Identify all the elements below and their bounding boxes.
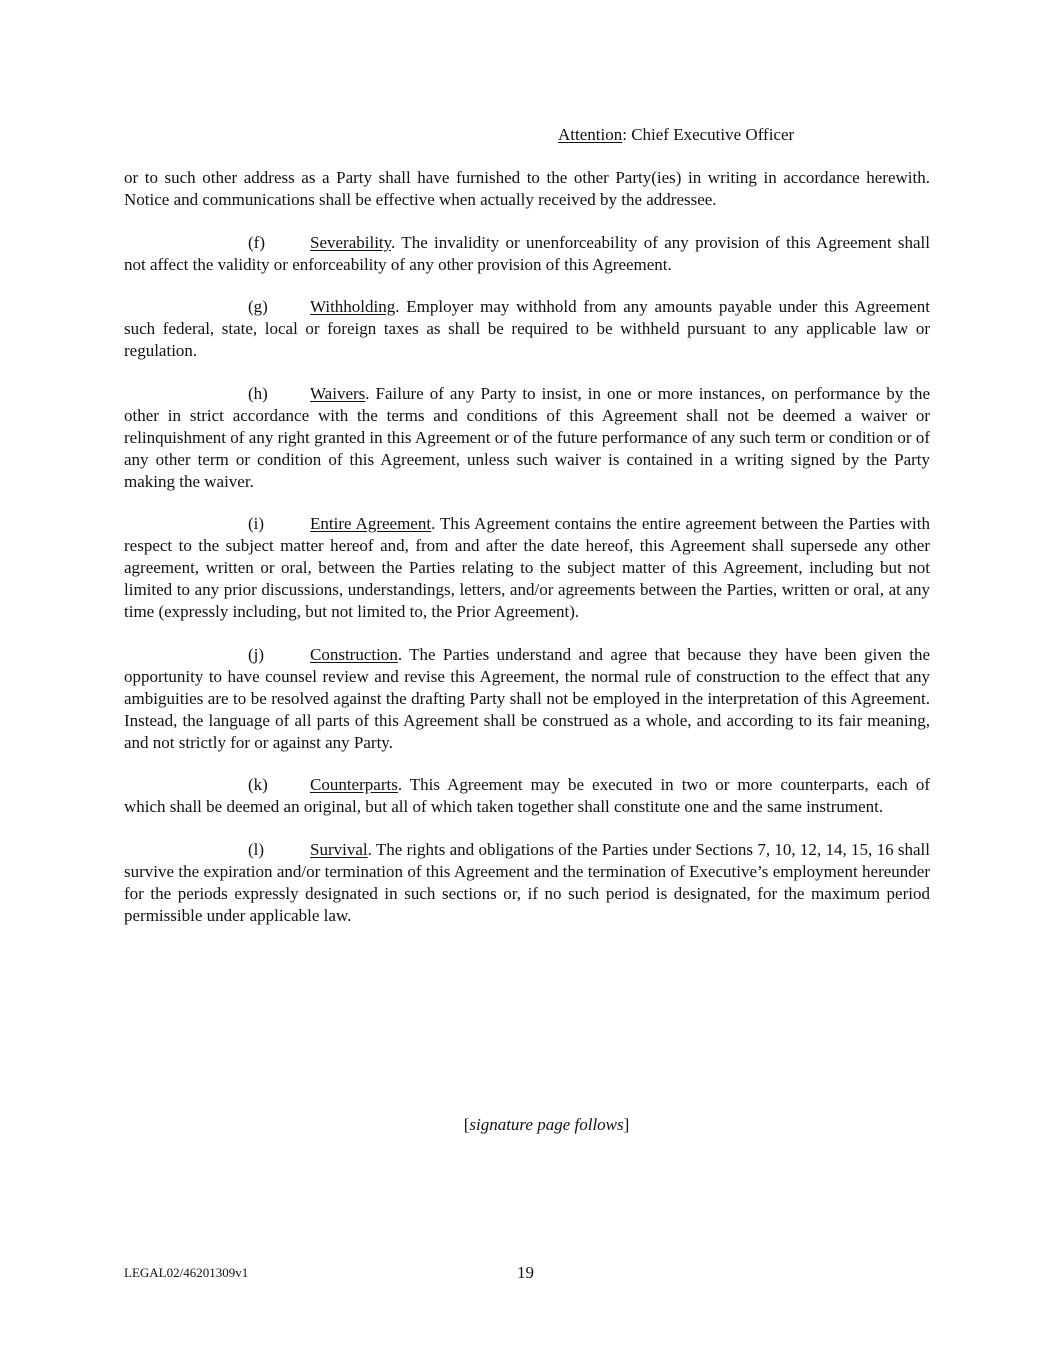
section-heading: Counterparts (310, 775, 398, 794)
section-number: (j) (248, 644, 265, 664)
section-j-construction (124, 644, 930, 754)
section-heading: Entire Agreement (310, 514, 432, 533)
section-text: . The Parties understand and agree that because they have been given the opportunity to have counsel review and revise this Agreement, the normal rule of construction to the effect that any ambiguities are to be resolved against the drafting Party shall not be employed in the interpretation of this Agreement. Instead, the language of all parts of this Agreement shall be construed as a whole, and according to its fair meaning, and not strictly for or against any Party. (124, 644, 930, 752)
close-bracket: ] (623, 1115, 630, 1134)
signature-page-follows-note (0, 1114, 1055, 1136)
attention-line (558, 124, 794, 146)
document-body (124, 167, 930, 947)
section-heading: Withholding (310, 297, 396, 316)
section-number: (l) (248, 839, 265, 859)
attention-label: Attention (558, 125, 623, 144)
section-k-counterparts (124, 774, 930, 818)
open-bracket: [ (463, 1115, 470, 1134)
section-l-survival (124, 839, 930, 927)
section-text: . Failure of any Party to insist, in one or more instances, on performance by the other in strict accordance with the terms and conditions of this Agreement shall not be deemed a waiver or relinquishment of any right granted in this Agreement or of the future performance of any such term or condition or of any other term or condition of this Agreement, unless such waiver is contained in a writing signed by the Party making the waiver. (124, 383, 930, 491)
section-i-entire-agreement (124, 513, 930, 623)
section-text: . The rights and obligations of the Parties under Sections 7, 10, 12, 14, 15, 16 shall survive the expiration and/or termination of this Agreement and the termination of Executive’s employment hereunder for the periods expressly designated in such sections or, if no such period is designated, for the maximum period permissible under applicable law. (124, 839, 930, 925)
section-g-withholding (124, 296, 930, 362)
section-h-waivers (124, 383, 930, 493)
section-number: (k) (248, 775, 268, 794)
section-number: (g) (248, 297, 268, 316)
signature-note-text: signature page follows (469, 1115, 624, 1134)
section-heading: Construction (310, 644, 398, 664)
section-text: . This Agreement contains the entire agreement between the Parties with respect to the subject matter hereof and, from and after the date hereof, this Agreement shall supersede any other agreement, written or oral, between the Parties relating to the subject matter of this Agreement, including but not limited to any prior discussions, understandings, letters, and/or agreements between the Parties, written or oral, at any time (expressly including, but not limited to, the Prior Agreement). (124, 514, 930, 621)
section-heading: Severability (310, 232, 392, 252)
section-f-severability (124, 232, 930, 276)
section-number: (i) (248, 514, 265, 533)
page-number: 19 (517, 1263, 534, 1282)
section-heading: Waivers (310, 383, 366, 403)
section-heading: Survival (310, 839, 368, 859)
section-number: (h) (248, 383, 268, 403)
attention-value: : Chief Executive Officer (622, 125, 795, 144)
intro-paragraph: or to such other address as a Party shall have furnished to the other Party(ies) in writing in accordance herewith. Notice and communications shall be effective when actually received by the addressee. (124, 168, 930, 209)
section-number: (f) (248, 232, 265, 252)
footer-document-id: LEGAL02/46201309v1 (124, 1265, 249, 1280)
section-text: . The invalidity or unenforceability of any provision of this Agreement shall not affect the validity or enforceability of any other provision of this Agreement. (124, 232, 930, 274)
section-text: . Employer may withhold from any amounts payable under this Agreement such federal, state, local or foreign taxes as shall be required to be withheld pursuant to any applicable law or regulation. (124, 297, 930, 360)
section-text: . This Agreement may be executed in two or more counterparts, each of which shall be deemed an original, but all of which taken together shall constitute one and the same instrument. (124, 775, 930, 816)
